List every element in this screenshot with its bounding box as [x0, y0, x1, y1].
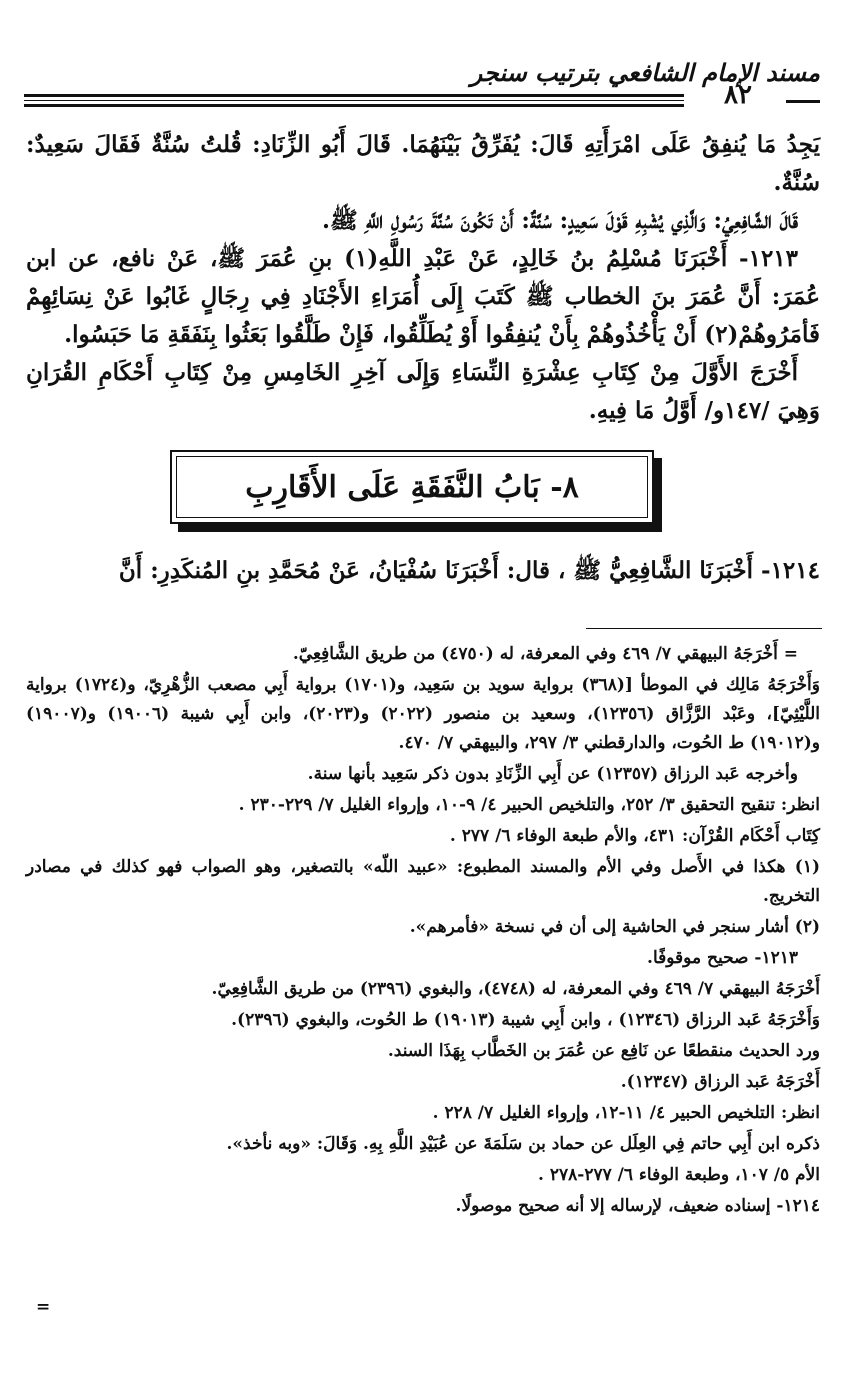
footnote-line: ذكره ابن أَبِي حاتم فِي العِلَل عن حماد بن سَلَمَةَ عن عُبَيْدِ اللَّهِ بِهِ. وَقَالَ: «وبه نأخذ».: [226, 1134, 820, 1154]
chapter-heading-box: [170, 450, 654, 524]
footnote-line: وَأَخْرَجَهُ عَبد الرزاق (١٢٣٤٦) ، وابن أَبِي شيبة (١٩٠١٣) ط الحُوت، والبغوي (٢٣٩٦).: [231, 1010, 820, 1030]
main-text: [26, 126, 820, 430]
footnote-line: أَخْرَجَهُ البيهقي ٧/ ٤٦٩ وفي المعرفة، له (٤٧٤٨)، والبغوي (٢٣٩٦) من طريق الشَّافِعِيّ.: [211, 979, 820, 999]
footnote-divider: [586, 628, 822, 629]
footnote-line: انظر: التلخيص الحبير ٤/ ١١-١٢، وإرواء الغليل ٧/ ٢٢٨ .: [432, 1103, 820, 1123]
hadith-1213: ١٢١٣- أَخْبَرَنَا مُسْلِمُ بنُ خَالِدٍ، عَنْ عَبْدِ اللَّهِ(١) بنِ عُمَرَ ﷺ، عَنْ نافع، عن ابن عُمَرَ: أَنَّ عُمَرَ بنَ الخطاب ﷺ كَتَبَ إِلَى أُمَرَاءِ الأَجْنَادِ فِي رِجَالٍ غَابُوا عَنْ نِسَائِهِمْ فَأمَرُوهُمْ(٢) أَنْ يَأْخُذُوهُمْ بِأَنْ يُنفِقُوا أَوْ يُطَلِّقُوا، فَإِنْ طَلَّقُوا بَعَثُوا بِنَفَقَةِ مَا حَبَسُوا.: [26, 245, 820, 348]
header-rule: [24, 100, 684, 101]
footnote-line: انظر: تنقيح التحقيق ٣/ ٢٥٢، والتلخيص الحبير ٤/ ٩-١٠، وإرواء الغليل ٧/ ٢٢٩-٢٣٠ .: [238, 795, 820, 815]
footnote-line: = أَخْرَجَهُ البيهقي ٧/ ٤٦٩ وفي المعرفة، له (٤٧٥٠) من طريق الشَّافِعِيّ.: [292, 644, 798, 664]
paragraph: يَجِدُ مَا يُنفِقُ عَلَى امْرَأَتِهِ قَالَ: يُفَرِّقُ بَيْنَهُمَا. قَالَ أَبُو الزِّنَادِ: قُلتُ سُنَّةٌ فَقَالَ سَعِيدٌ: سُنَّةٌ.: [26, 131, 820, 196]
header-rule: [786, 100, 820, 103]
paragraph: أَخْرَجَ الأَوَّلَ مِنْ كِتَابِ عِشْرَةِ النِّسَاءِ وَإِلَى آخِرِ الخَامِسِ مِنْ كِتَابِ أَحْكَامِ القُرَانِ وَهِيَ /١٤٧و/ أَوَّلُ مَا فِيهِ.: [26, 359, 820, 424]
footnotes: [26, 640, 820, 1223]
footnote-line: وَأَخْرَجَهُ مَالِك في الموطأ [(٣٦٨) برواية سويد بن سَعِيد، و(١٧٠١) برواية أَبِي مصعب الزُّهْرِيّ، و(١٧٢٤) برواية اللَّيْثِيّ]، وعَبْد الرَّزَّاق (١٢٣٥٦)، وسعيد بن منصور (٢٠٢٢) و(٢٠٢٣)، وابن أَبِي شيبة (١٩٠٠٦) و(١٩٠٠٧) و(١٩٠١٢) ط الحُوت، والدارقطني ٣/ ٢٩٧، والبيهقي ٧/ ٤٧٠.: [26, 675, 820, 753]
footnote-note-2: (٢) أشار سنجر في الحاشية إلى أن في نسخة «فأمرهم».: [409, 917, 820, 937]
footnote-line: ١٢١٤- إسناده ضعيف، لإرساله إلا أنه صحيح موصولًا.: [455, 1196, 820, 1216]
footnote-line: ورد الحديث منقطعًا عن نَافِع عن عُمَرَ بن الخَطَّاب بِهَذَا السند.: [387, 1041, 820, 1061]
footnote-line: أَخْرَجَهُ عَبد الرزاق (١٢٣٤٧).: [620, 1072, 820, 1092]
footnote-line: الأم ٥/ ١٠٧، وطبعة الوفاء ٦/ ٢٧٧-٢٧٨ .: [538, 1165, 820, 1185]
footnote-note-1: (١) هكذا في الأَصل وفي الأم والمسند المطبوع: «عبيد اللّه» بالتصغير، وهو الصواب فهو كذلك في مصادر التخريج.: [26, 857, 820, 906]
running-header: [24, 56, 820, 112]
hadith-1214: ١٢١٤- أَخْبَرَنَا الشَّافِعِيُّ ﷺ ، قال: أَخْبَرَنَا سُفْيَانُ، عَنْ مُحَمَّدِ بنِ المُنكَدِرِ: أَنَّ: [118, 557, 820, 584]
chapter-title: ٨- بَابُ النَّفَقَةِ عَلَى الأَقَارِبِ: [245, 469, 579, 505]
header-rule: [24, 94, 684, 97]
footnote-line: كِتَاب أَحْكَام القُرْآن: ٤٣١، والأم طبعة الوفاء ٦/ ٢٧٧ .: [449, 826, 820, 846]
page-number: ٨٢: [724, 80, 752, 110]
footnote-line: وأخرجه عَبد الرزاق (١٢٣٥٧) عن أَبِي الزِّنَادِ بدون ذكر سَعِيد بأنها سنة.: [307, 764, 798, 784]
header-title: مسند الإمام الشافعي بترتيب سنجر: [470, 58, 820, 87]
continuation-mark: =: [36, 1297, 51, 1317]
paragraph: قَالَ الشَّافِعِيُ: وَالَّذِي يُشْبِهِ قَوْلَ سَعِيدٍ: سُنَّةٌ: أَنْ تَكُونَ سُنَّةَ رَسُولِ اللَّهِ ﷺ.: [322, 207, 798, 234]
header-rule: [24, 104, 684, 107]
footnote-line: ١٢١٣- صحيح موقوفًا.: [647, 948, 798, 968]
